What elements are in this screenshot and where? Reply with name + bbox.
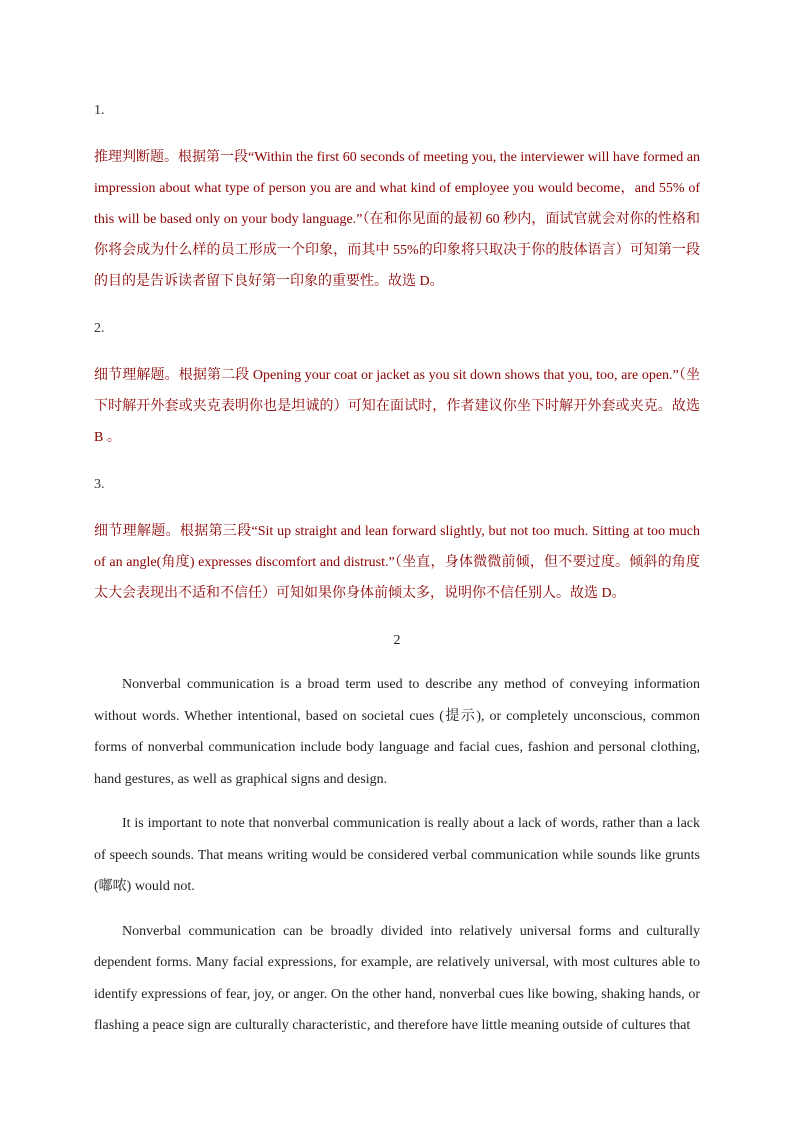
answer-3-number: 3. (94, 477, 105, 492)
spacer (94, 656, 700, 669)
spacer (94, 126, 700, 142)
spacer (94, 609, 700, 625)
passage-paragraph-2: It is important to note that nonverbal communication is really about a lack of words, rather than a lack of speech sounds. That means writing would be considered verbal communication while sounds like grunts (嘟哝) would not. (94, 816, 700, 894)
answer-1-explanation: 推理判断题。根据第一段“Within the first 60 seconds of meeting you, the interviewer will have formed an impression about what type of person you are and what kind of employee you would become，and 55% of this will be based only on your body language.”（在和你见面的最初 60 秒内，面试官就会对你的性格和你将会成为什么样的员工形成一个印象，而其中 55%的印象将只取决于你的肢体语言）可知第一段的目的是告诉读者留下良好第一印象的重要性。故选 D。 (94, 150, 700, 289)
spacer (94, 297, 700, 313)
section-number: 2 (393, 633, 401, 648)
spacer (94, 500, 700, 516)
passage-paragraph-1: Nonverbal communication is a broad term used to describe any method of conveying information without words. Whether intentional, based on societal cues (提示), or completely unconscious, common forms of nonverbal communication include body language and facial cues, fashion and personal clothing, hand gestures, as well as graphical signs and design. (94, 677, 700, 787)
answer-2-explanation: 细节理解题。根据第二段 Opening your coat or jacket as you sit down shows that you, too, are open.”（坐下时解开外套或夹克表明你也是坦诚的）可知在面试时，作者建议你坐下时解开外套或夹克。故选 B 。 (94, 368, 700, 445)
document-page (94, 95, 700, 1042)
spacer (94, 344, 700, 360)
spacer (94, 453, 700, 469)
spacer (94, 903, 700, 916)
answer-2-number: 2. (94, 321, 105, 336)
answer-1-number: 1. (94, 103, 105, 118)
passage-paragraph-3: Nonverbal communication can be broadly divided into relatively universal forms and culturally dependent forms. Many facial expressions, for example, are relatively universal, with most cultures able to identify expressions of fear, joy, or anger. On the other hand, nonverbal cues like bowing, shaking hands, or flashing a peace sign are culturally characteristic, and therefore have little meaning outside of cultures that (94, 923, 700, 1033)
spacer (94, 795, 700, 808)
answer-3-explanation: 细节理解题。根据第三段“Sit up straight and lean forward slightly, but not too much. Sitting at too much of an angle(角度) expresses discomfort and distrust.”（坐直，身体微微前倾，但不要过度。倾斜的角度太大会表现出不适和不信任）可知如果你身体前倾太多，说明你不信任别人。故选 D。 (94, 524, 700, 601)
